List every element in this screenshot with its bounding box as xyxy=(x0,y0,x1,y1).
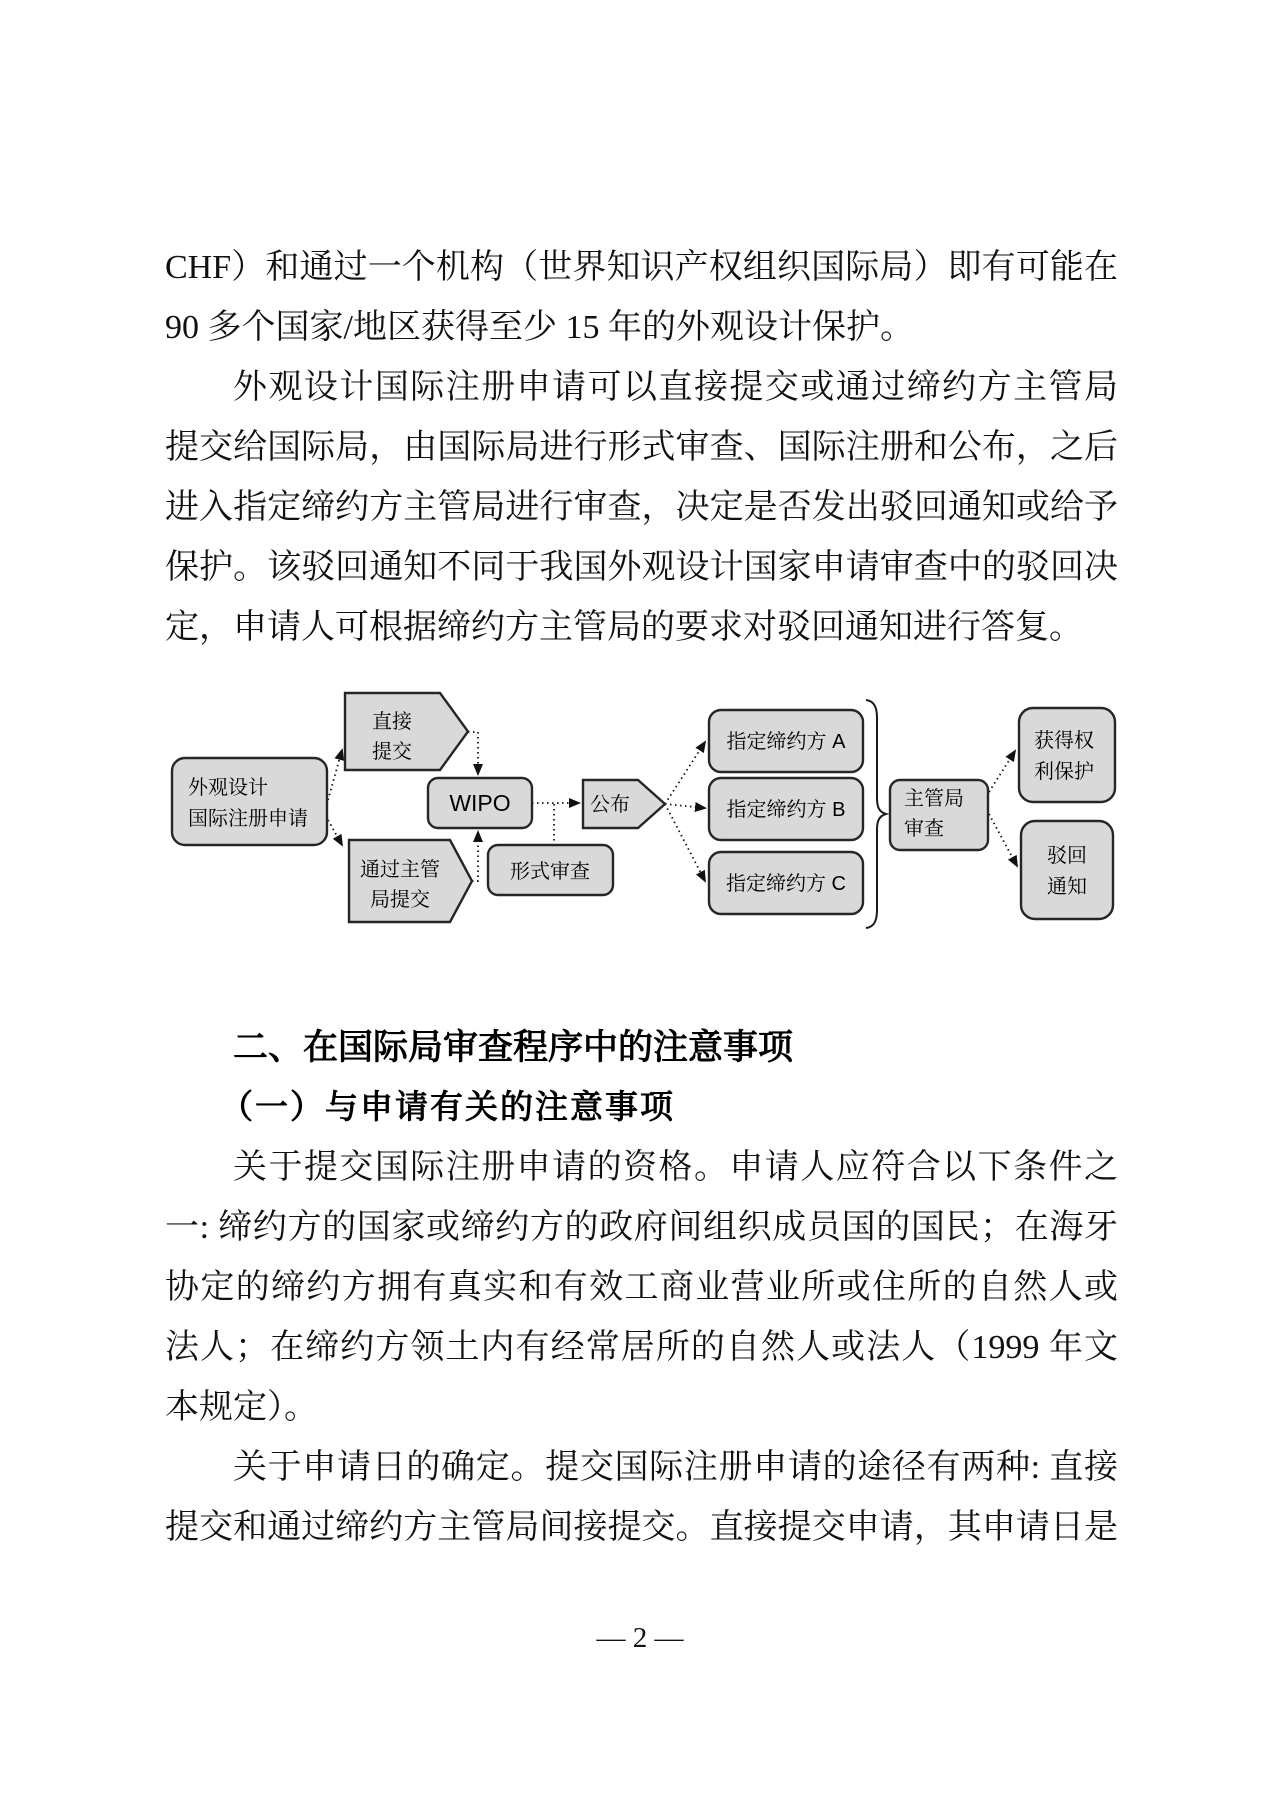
node-grant xyxy=(1019,708,1115,802)
node-grant-line2: 利保护 xyxy=(1034,761,1094,783)
node-party-b xyxy=(709,778,863,840)
connector-application-to-via-office xyxy=(328,820,342,845)
node-via-office-line2: 局提交 xyxy=(370,889,430,911)
node-via-office-submit xyxy=(349,840,472,922)
node-application-line2: 国际注册申请 xyxy=(188,808,308,830)
body-line: 提交给国际局，由国际局进行形式审查、国际注册和公布，之后 xyxy=(165,429,1118,466)
paragraph-block-2 xyxy=(165,1018,1118,1558)
body-line: 进入指定缔约方主管局进行审查，决定是否发出驳回通知或给予 xyxy=(165,489,1118,526)
node-party-c xyxy=(709,852,863,914)
paragraph-block-1 xyxy=(165,238,1118,658)
section-heading: 二、在国际局审查程序中的注意事项 xyxy=(233,1028,794,1067)
node-direct-line1: 直接 xyxy=(372,711,412,733)
node-application-line1: 外观设计 xyxy=(188,777,268,799)
body-line: 本规定）。 xyxy=(165,1389,318,1426)
node-refusal xyxy=(1021,821,1113,919)
node-office-exam-line2: 审查 xyxy=(904,818,944,840)
body-line: 一: 缔约方的国家或缔约方的政府间组织成员国的国民；在海牙 xyxy=(165,1209,1118,1246)
sub-heading: （一）与申请有关的注意事项 xyxy=(220,1090,675,1126)
node-formal-exam xyxy=(488,845,613,895)
node-refusal-line2: 通知 xyxy=(1047,876,1087,898)
node-wipo xyxy=(428,778,532,828)
body-line: 提交和通过缔约方主管局间接提交。直接提交申请，其申请日是 xyxy=(165,1509,1118,1546)
page-number: — 2 — xyxy=(596,1622,684,1654)
body-line: CHF）和通过一个机构（世界知识产权组织国际局）即有可能在 xyxy=(165,249,1118,286)
node-party-c-label: 指定缔约方 C xyxy=(726,873,846,895)
node-via-office-line1: 通过主管 xyxy=(360,859,440,881)
body-line: 法人；在缔约方领土内有经常居所的自然人或法人（1999 年文 xyxy=(165,1329,1118,1366)
connector-via-office-to-wipo xyxy=(472,832,478,881)
connector-application-to-direct xyxy=(328,750,342,800)
body-line: 90 多个国家/地区获得至少 15 年的外观设计保护。 xyxy=(165,309,914,346)
connector-publish-to-party-c xyxy=(665,804,705,881)
node-party-b-label: 指定缔约方 B xyxy=(726,799,846,821)
body-line: 保护。该驳回通知不同于我国外观设计国家申请审查中的驳回决 xyxy=(165,549,1118,586)
connector-publish-to-party-a xyxy=(665,742,705,804)
connector-office-to-refusal xyxy=(989,814,1017,866)
connector-publish-to-party-b xyxy=(665,804,705,808)
connector-office-to-grant xyxy=(989,751,1015,792)
node-direct-submit xyxy=(345,693,468,770)
node-application xyxy=(172,758,327,845)
node-party-a xyxy=(709,710,863,772)
node-publish-label: 公布 xyxy=(590,794,630,816)
node-wipo-label: WIPO xyxy=(449,790,511,816)
body-line: 关于申请日的确定。提交国际注册申请的途径有两种: 直接 xyxy=(233,1449,1118,1486)
registration-flow-diagram xyxy=(160,688,1130,940)
node-direct-line2: 提交 xyxy=(372,741,412,763)
body-line: 定，申请人可根据缔约方主管局的要求对驳回通知进行答复。 xyxy=(165,609,1083,646)
node-office-exam-line1: 主管局 xyxy=(904,788,964,810)
node-grant-line1: 获得权 xyxy=(1034,730,1094,752)
body-line: 外观设计国际注册申请可以直接提交或通过缔约方主管局 xyxy=(233,369,1118,406)
body-line: 关于提交国际注册申请的资格。申请人应符合以下条件之 xyxy=(233,1149,1118,1186)
node-office-exam xyxy=(890,780,988,850)
connector-direct-to-wipo xyxy=(468,732,478,774)
node-refusal-line1: 驳回 xyxy=(1047,845,1087,867)
grouping-brace xyxy=(866,700,886,928)
node-formal-exam-label: 形式审查 xyxy=(510,861,590,883)
body-line: 协定的缔约方拥有真实和有效工商业营业所或住所的自然人或 xyxy=(165,1269,1118,1306)
node-publish xyxy=(583,780,665,828)
node-party-a-label: 指定缔约方 A xyxy=(726,731,846,753)
